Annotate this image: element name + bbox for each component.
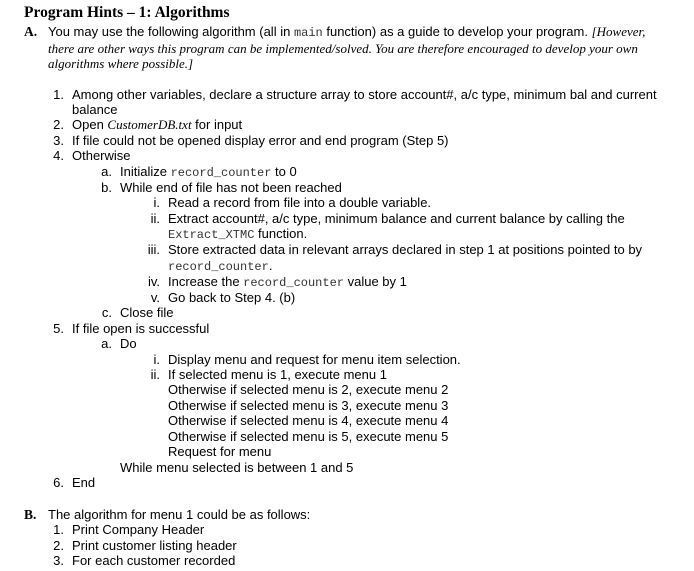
step-number: 3. — [53, 553, 64, 568]
step-6: End — [72, 475, 96, 490]
section-b-letter: B. — [24, 507, 37, 522]
page-title: Program Hints – 1: Algorithms — [24, 4, 230, 21]
section-a-letter: A. — [24, 24, 38, 39]
step-4b-iii-line1: Store extracted data in relevant arrays declared in step 1 at positions pointed to by — [168, 242, 643, 257]
step-4a-text: Initialize — [120, 164, 171, 179]
step-5: If file open is successful — [72, 321, 210, 336]
step-4c: Close file — [120, 305, 174, 320]
substep-letter: a. — [101, 164, 112, 179]
step-4b-iv-text: Increase the — [168, 274, 244, 289]
step-4b: While end of file has not been reached — [120, 180, 342, 195]
step-4b-ii-line1: Extract account#, a/c type, minimum balance and current balance by calling the — [168, 211, 625, 226]
section-a-intro — [48, 24, 645, 41]
menu1-step-2: Print customer listing header — [72, 538, 237, 553]
otherwise-line: Otherwise if selected menu is 5, execute menu 5 — [168, 429, 449, 444]
step-4b-iii-line2 — [168, 258, 272, 275]
step-2 — [72, 117, 242, 132]
intro-italic: [However, — [591, 24, 646, 39]
roman-number: v. — [150, 290, 160, 305]
roman-number: i. — [153, 352, 160, 367]
step-number: 3. — [53, 133, 64, 148]
while-line: While menu selected is between 1 and 5 — [120, 460, 354, 475]
step-4: Otherwise — [72, 148, 131, 163]
menu1-step-1: Print Company Header — [72, 522, 205, 537]
step-1-line1: Among other variables, declare a structure array to store account#, a/c type, minimum bal and current — [72, 87, 657, 102]
step-5a-i: Display menu and request for menu item selection. — [168, 352, 461, 367]
step-3: If file could not be opened display error and end program (Step 5) — [72, 133, 449, 148]
intro-italic-line3: algorithms where possible.] — [48, 56, 194, 71]
step-5a-ii: If selected menu is 1, execute menu 1 — [168, 367, 387, 382]
code-record-counter: record_counter — [243, 276, 344, 290]
step-4b-ii-post: function. — [254, 226, 308, 241]
file-name: CustomerDB.txt — [107, 117, 192, 132]
section-b-intro: The algorithm for menu 1 could be as follows: — [48, 507, 311, 522]
otherwise-line: Otherwise if selected menu is 3, execute menu 3 — [168, 398, 449, 413]
roman-number: ii. — [150, 367, 160, 382]
step-number: 4. — [53, 148, 64, 163]
intro-italic-line2: there are other ways this program can be implemented/solved. You are therefore encouraged to develop your own — [48, 41, 638, 56]
code-extract-function: Extract_XTMC — [168, 228, 255, 242]
step-4b-iii-post: . — [268, 258, 273, 273]
substep-letter: b. — [101, 180, 112, 195]
intro-text: You may use the following algorithm (all in — [48, 24, 294, 39]
substep-letter: c. — [101, 305, 112, 320]
code-record-counter: record_counter — [168, 260, 269, 274]
step-number: 6. — [53, 475, 64, 490]
otherwise-line: Otherwise if selected menu is 4, execute menu 4 — [168, 413, 449, 428]
request-menu-line: Request for menu — [168, 444, 272, 459]
roman-number: iii. — [147, 242, 160, 257]
step-number: 2. — [53, 538, 64, 553]
roman-number: iv. — [147, 274, 160, 289]
step-4b-i: Read a record from file into a double variable. — [168, 195, 432, 210]
step-4b-iv-post: value by 1 — [343, 274, 407, 289]
step-number: 5. — [53, 321, 64, 336]
step-number: 2. — [53, 117, 64, 132]
step-5a: Do — [120, 336, 137, 351]
roman-number: i. — [153, 195, 160, 210]
roman-number: ii. — [150, 211, 160, 226]
step-number: 1. — [53, 87, 64, 102]
step-4a-text-post: to 0 — [271, 164, 297, 179]
substep-letter: a. — [101, 336, 112, 351]
step-number: 1. — [53, 522, 64, 537]
intro-text-post: function) as a guide to develop your program. — [322, 24, 588, 39]
step-4b-iv — [168, 274, 407, 291]
step-4b-ii-line2 — [168, 226, 307, 243]
step-4a — [120, 164, 297, 181]
step-2-text: Open — [72, 117, 108, 132]
step-2-text-post: for input — [191, 117, 243, 132]
menu1-step-3: For each customer recorded — [72, 553, 236, 568]
code-record-counter: record_counter — [170, 166, 272, 180]
step-4b-v: Go back to Step 4. (b) — [168, 290, 296, 305]
intro-code: main — [293, 26, 323, 40]
step-1-line2: balance — [72, 102, 118, 117]
otherwise-line: Otherwise if selected menu is 2, execute menu 2 — [168, 382, 449, 397]
